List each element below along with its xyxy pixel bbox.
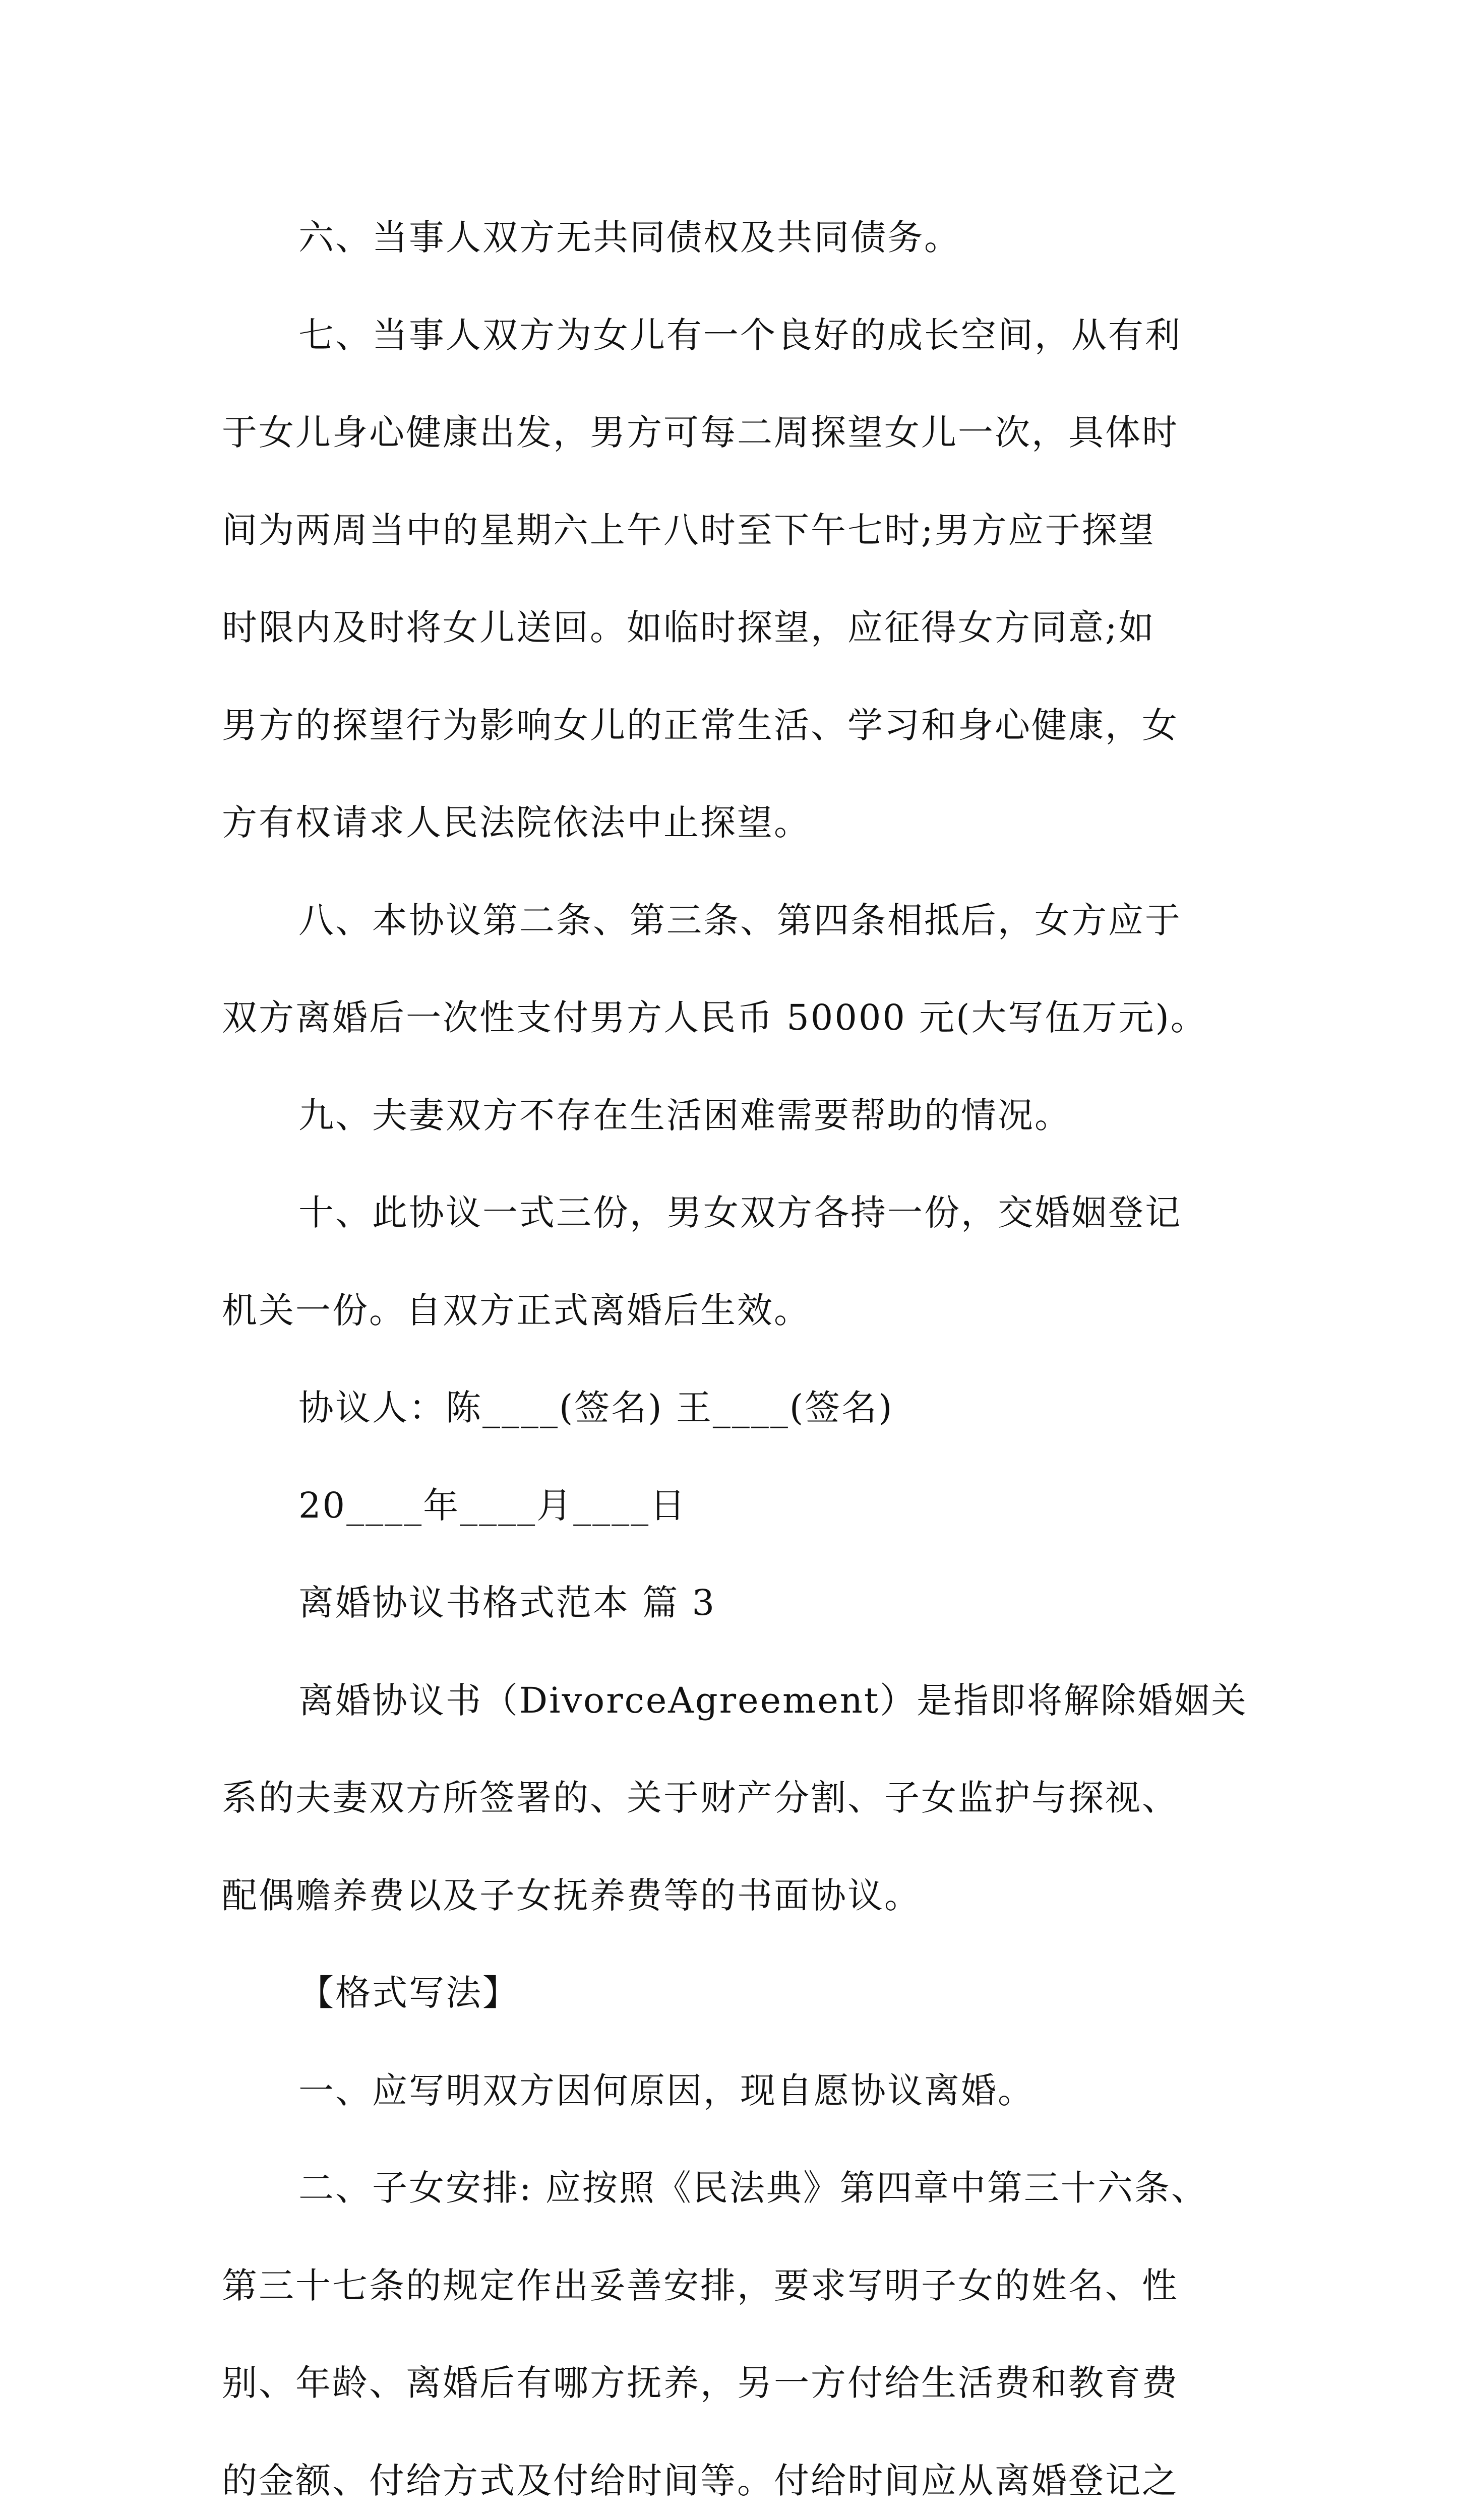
text-line: 第三十七条的规定作出妥善安排，要求写明子女的姓名、性 [222,2237,1270,2335]
text-line: 八、本协议第二条、第三条、第四条相抵后，女方应于 [222,872,1270,970]
text-line: 20____年____月____日 [222,1457,1270,1555]
text-line: 方有权请求人民法院依法中止探望。 [222,774,1270,872]
text-line: 一、应写明双方因何原因，现自愿协议离婚。 [222,2042,1270,2140]
text-line: 离婚协议书格式范本 篇 3 [222,1554,1270,1652]
text-line: 间为两周当中的星期六上午八时至下午七时;男方应于探望 [222,482,1270,580]
text-line: 二、子女安排: 应按照《民法典》第四章中第三十六条、 [222,2139,1270,2237]
text-line: 协议人：陈____(签名) 王____(签名) [222,1359,1270,1457]
text-line: 双方离婚后一次性支付男方人民币 50000 元(大写伍万元)。 [222,969,1270,1067]
text-line: 男方的探望行为影响女儿的正常生活、学习和身心健康，女 [222,677,1270,775]
text-line: 十、此协议一式三份，男女双方各持一份，交婚姻登记 [222,1164,1270,1262]
text-line: 于女儿身心健康出发，男方可每二周探望女儿一次，具体时 [222,384,1270,482]
text-line: 【格式写法】 [222,1944,1270,2042]
text-line: 系的夫妻双方所签署的、关于财产分割、子女监护与探视、 [222,1749,1270,1847]
text-line: 六、当事人双方无共同债权及共同债务。 [222,189,1270,287]
text-line: 别、年龄、离婚后有哪方抚养，另一方付给生活费和教育费 [222,2335,1270,2432]
text-line: 机关一份。自双方正式离婚后生效。 [222,1262,1270,1360]
text-line: 九、夫妻双方不存在生活困难需要帮助的情况。 [222,1067,1270,1165]
text-line: 配偶赡养费以及子女抚养费等的书面协议。 [222,1847,1270,1945]
text-line: 七、当事人双方为女儿有一个良好的成长空间，从有利 [222,287,1270,385]
text-line: 时限内及时将女儿送回。如临时探望，应征得女方同意;如 [222,579,1270,677]
text-line: 的金额、付给方式及付给时间等。付给时间应从离婚登记之 [222,2432,1270,2520]
document-body [222,189,1270,2520]
text-line: 离婚协议书（DivorceAgreement）是指即将解除婚姻关 [222,1652,1270,1750]
